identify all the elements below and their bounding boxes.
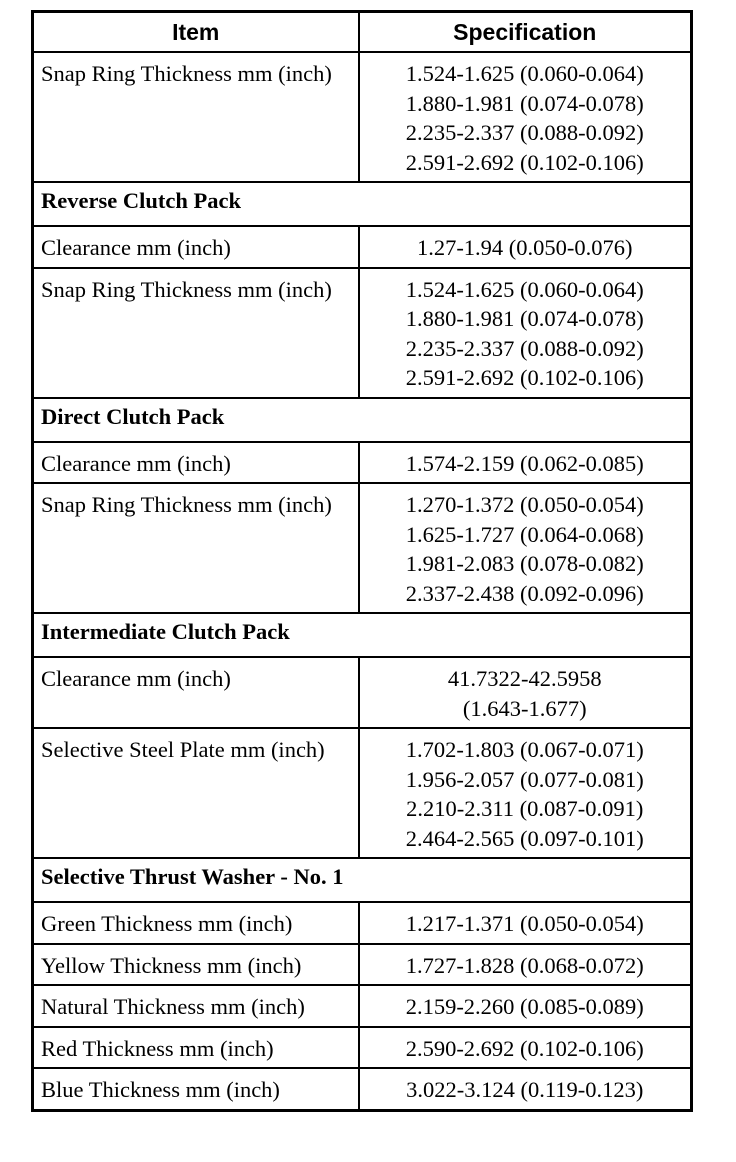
table-row (33, 483, 692, 613)
specification-value: 1.217-1.371 (0.050-0.054) (405, 911, 644, 936)
specification-value: 1.880-1.981 (0.074-0.078) (405, 306, 644, 331)
specification-value: 1.625-1.727 (0.064-0.068) (405, 521, 644, 547)
specification-value: 1.880-1.981 (0.074-0.078) (405, 90, 644, 116)
specification-cell (359, 1027, 692, 1069)
specification-value: 1.27-1.94 (0.050-0.076) (416, 235, 633, 260)
specification-value: 1.574-2.159 (0.062-0.085) (405, 450, 644, 476)
table-row (33, 985, 692, 1027)
section-row (33, 613, 692, 657)
specification-table (31, 10, 693, 1112)
section-title: Direct Clutch Pack (33, 398, 692, 442)
table-header (33, 12, 692, 53)
section-title: Intermediate Clutch Pack (33, 613, 692, 657)
specification-cell (359, 902, 692, 944)
table-row (33, 1027, 692, 1069)
specification-cell (359, 268, 692, 398)
specification-value: 1.270-1.372 (0.050-0.054) (405, 492, 644, 517)
specification-value: 2.591-2.692 (0.102-0.106) (405, 365, 644, 390)
item-cell: Yellow Thickness mm (inch) (33, 944, 359, 986)
specification-value: 1.524-1.625 (0.060-0.064) (405, 61, 644, 86)
specification-value: 2.210-2.311 (0.087-0.091) (406, 796, 644, 821)
specification-cell (359, 52, 692, 182)
specification-cell (359, 944, 692, 986)
specification-value: 2.337-2.438 (0.092-0.096) (405, 580, 644, 606)
specification-value: 2.159-2.260 (0.085-0.089) (405, 994, 644, 1019)
table-body (33, 52, 692, 1110)
header-row (33, 12, 692, 53)
specification-cell (359, 442, 692, 484)
table-row (33, 944, 692, 986)
specification-value: 1.524-1.625 (0.060-0.064) (405, 276, 644, 302)
table-row (33, 268, 692, 398)
specification-cell (359, 657, 692, 728)
table-row (33, 1068, 692, 1110)
specification-value: 41.7322-42.5958 (447, 666, 602, 691)
specification-cell (359, 226, 692, 268)
item-cell: Clearance mm (inch) (33, 657, 359, 728)
section-row (33, 182, 692, 226)
specification-value: 1.981-2.083 (0.078-0.082) (405, 551, 644, 576)
item-cell: Selective Steel Plate mm (inch) (33, 728, 359, 858)
section-row (33, 858, 692, 902)
specification-cell (359, 1068, 692, 1110)
item-cell: Snap Ring Thickness mm (inch) (33, 268, 359, 398)
specification-value: 1.956-2.057 (0.077-0.081) (405, 766, 644, 792)
specification-value: 1.727-1.828 (0.068-0.072) (405, 952, 644, 978)
column-header-specification: Specification (359, 12, 692, 53)
item-cell: Red Thickness mm (inch) (33, 1027, 359, 1069)
specification-value: 2.235-2.337 (0.088-0.092) (405, 335, 644, 361)
specification-cell (359, 483, 692, 613)
specification-value: 2.235-2.337 (0.088-0.092) (405, 120, 644, 145)
item-cell: Clearance mm (inch) (33, 226, 359, 268)
item-cell: Green Thickness mm (inch) (33, 902, 359, 944)
specification-value: 1.702-1.803 (0.067-0.071) (405, 737, 644, 762)
specification-value: 2.591-2.692 (0.102-0.106) (405, 149, 644, 175)
table-row (33, 226, 692, 268)
table-row (33, 902, 692, 944)
section-title: Selective Thrust Washer - No. 1 (33, 858, 692, 902)
column-header-item: Item (33, 12, 359, 53)
section-row (33, 398, 692, 442)
item-cell: Blue Thickness mm (inch) (33, 1068, 359, 1110)
table-row (33, 442, 692, 484)
specification-value: 3.022-3.124 (0.119-0.123) (406, 1077, 644, 1102)
specification-value: 2.590-2.692 (0.102-0.106) (405, 1035, 644, 1061)
specification-value: 2.464-2.565 (0.097-0.101) (405, 825, 644, 851)
table-row (33, 657, 692, 728)
item-cell: Snap Ring Thickness mm (inch) (33, 483, 359, 613)
item-cell: Natural Thickness mm (inch) (33, 985, 359, 1027)
item-cell: Clearance mm (inch) (33, 442, 359, 484)
item-cell: Snap Ring Thickness mm (inch) (33, 52, 359, 182)
specification-cell (359, 728, 692, 858)
table-row (33, 728, 692, 858)
specification-cell (359, 985, 692, 1027)
section-title: Reverse Clutch Pack (33, 182, 692, 226)
table-row (33, 52, 692, 182)
specification-value: (1.643-1.677) (462, 695, 587, 721)
